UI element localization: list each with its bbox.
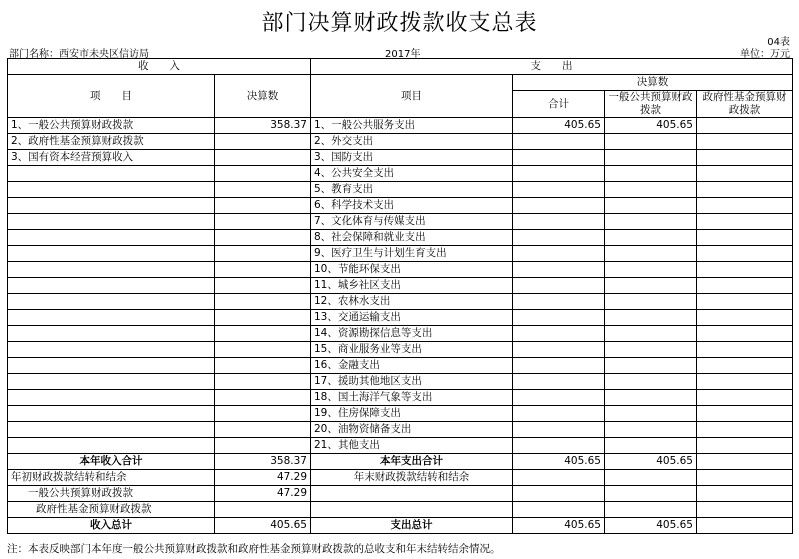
expense-total-cell: [513, 390, 605, 406]
expense-item-cell: 16、金融支出: [311, 358, 513, 374]
carry-out-total: [513, 470, 605, 486]
expense-item-cell: 13、交通运输支出: [311, 310, 513, 326]
expense-item-cell: 8、社会保障和就业支出: [311, 230, 513, 246]
expense-total-cell: [513, 278, 605, 294]
income-amount-cell: [215, 374, 311, 390]
table-row: [8, 358, 793, 374]
expense-item-cell: 19、住房保障支出: [311, 406, 513, 422]
table-row: [8, 406, 793, 422]
expense-header: 支 出: [311, 59, 793, 75]
income-item-cell: [8, 214, 215, 230]
carry-out-label: 年末财政拨款结转和结余: [311, 470, 513, 486]
expense-item-cell: 4、公共安全支出: [311, 166, 513, 182]
unit-label: 单位：万元: [740, 49, 790, 60]
table-row: [8, 294, 793, 310]
expense-general-cell: [605, 294, 697, 310]
income-header: 收 入: [8, 59, 311, 75]
carry-in-general-value: 47.29: [215, 486, 311, 502]
expense-fund-cell: [697, 406, 793, 422]
expense-general-cell: [605, 230, 697, 246]
expense-total-cell: [513, 246, 605, 262]
expense-fund-cell: [697, 422, 793, 438]
income-item-cell: [8, 342, 215, 358]
income-amount-cell: [215, 166, 311, 182]
expense-total-general-value: 405.65: [605, 454, 697, 470]
expense-item-cell: 3、国防支出: [311, 150, 513, 166]
expense-total-cell: [513, 374, 605, 390]
income-amount-cell: [215, 390, 311, 406]
table-row: [8, 262, 793, 278]
grand-expense-value: 405.65: [513, 518, 605, 534]
expense-general-cell: [605, 326, 697, 342]
expense-total-cell: [513, 406, 605, 422]
expense-item-cell: 10、节能环保支出: [311, 262, 513, 278]
expense-general-cell: [605, 310, 697, 326]
expense-total-value: 405.65: [513, 454, 605, 470]
expense-total-cell: 405.65: [513, 118, 605, 134]
expense-total-cell: [513, 422, 605, 438]
expense-general-cell: [605, 246, 697, 262]
income-amount-cell: [215, 134, 311, 150]
department-name: 部门名称：西安市未央区信访局: [9, 49, 149, 60]
table-row: [8, 278, 793, 294]
income-item-cell: [8, 422, 215, 438]
table-row: [8, 438, 793, 454]
expense-total-cell: [513, 294, 605, 310]
expense-total-label: 本年支出合计: [311, 454, 513, 470]
income-amount-cell: [215, 214, 311, 230]
carry-in-fund-label: 政府性基金预算财政拨款: [8, 502, 215, 518]
expense-fund-cell: [697, 278, 793, 294]
expense-item-cell: 6、科学技术支出: [311, 198, 513, 214]
report-year: 2017年: [385, 49, 421, 60]
expense-item-cell: 14、资源勘探信息等支出: [311, 326, 513, 342]
table-row: [8, 246, 793, 262]
expense-fund-cell: [697, 390, 793, 406]
table-row: [8, 390, 793, 406]
expense-fund-cell: [697, 438, 793, 454]
income-amount-cell: [215, 278, 311, 294]
income-amount-cell: [215, 406, 311, 422]
income-amount-cell: [215, 198, 311, 214]
income-item-cell: [8, 406, 215, 422]
form-number: 04表: [767, 37, 790, 48]
summary-row: [8, 470, 793, 486]
income-item-cell: [8, 390, 215, 406]
income-amount-cell: [215, 182, 311, 198]
blank-cell: [513, 486, 605, 502]
expense-fund-cell: [697, 182, 793, 198]
income-item-cell: [8, 294, 215, 310]
expense-item-cell: 18、国土海洋气象等支出: [311, 390, 513, 406]
expense-fund-cell: [697, 198, 793, 214]
expense-general-cell: [605, 390, 697, 406]
income-amount-cell: [215, 326, 311, 342]
expense-general-cell: [605, 342, 697, 358]
income-item-cell: [8, 262, 215, 278]
income-item-cell: [8, 182, 215, 198]
income-item-cell: [8, 230, 215, 246]
blank-cell: [311, 486, 513, 502]
expense-total-cell: [513, 342, 605, 358]
expense-general-cell: [605, 182, 697, 198]
expense-item-cell: 21、其他支出: [311, 438, 513, 454]
income-amount-cell: [215, 230, 311, 246]
income-item-cell: [8, 310, 215, 326]
income-item-header: 项 目: [8, 75, 215, 118]
grand-expense-label: 支出总计: [311, 518, 513, 534]
expense-fund-cell: [697, 358, 793, 374]
carry-in-value: 47.29: [215, 470, 311, 486]
table-row: [8, 150, 793, 166]
income-item-cell: [8, 326, 215, 342]
grand-income-value: 405.65: [215, 518, 311, 534]
expense-item-cell: 7、文化体育与传媒支出: [311, 214, 513, 230]
expense-general-cell: [605, 150, 697, 166]
expense-total-cell: [513, 134, 605, 150]
income-item-cell: [8, 374, 215, 390]
expense-fund-cell: [697, 150, 793, 166]
income-item-cell: [8, 246, 215, 262]
expense-fund-cell: [697, 134, 793, 150]
expense-general-header: 一般公共预算财政拨款: [605, 91, 697, 118]
footnote: 注：本表反映部门本年度一般公共预算财政拨款和政府性基金预算财政拨款的总收支和年末结转结余情况。: [7, 543, 501, 555]
table-row: [8, 230, 793, 246]
income-item-cell: 1、一般公共预算财政拨款: [8, 118, 215, 134]
expense-item-cell: 20、油物资储备支出: [311, 422, 513, 438]
summary-row: [8, 454, 793, 470]
expense-total-cell: [513, 310, 605, 326]
summary-row: [8, 518, 793, 534]
blank-cell: [697, 502, 793, 518]
income-amount-cell: 358.37: [215, 118, 311, 134]
expense-total-cell: [513, 326, 605, 342]
carry-in-general-label: 一般公共预算财政拨款: [8, 486, 215, 502]
blank-cell: [605, 486, 697, 502]
expense-total-cell: [513, 182, 605, 198]
expense-item-cell: 9、医疗卫生与计划生育支出: [311, 246, 513, 262]
income-item-cell: [8, 166, 215, 182]
summary-row: [8, 502, 793, 518]
expense-total-cell: [513, 262, 605, 278]
carry-in-fund-value: [215, 502, 311, 518]
income-item-cell: [8, 278, 215, 294]
grand-income-label: 收入总计: [8, 518, 215, 534]
expense-item-cell: 12、农林水支出: [311, 294, 513, 310]
income-amount-cell: [215, 150, 311, 166]
expense-item-cell: 1、一般公共服务支出: [311, 118, 513, 134]
income-amount-cell: [215, 310, 311, 326]
expense-general-cell: [605, 262, 697, 278]
table-row: [8, 422, 793, 438]
carry-in-label: 年初财政拨款结转和结余: [8, 470, 215, 486]
expense-general-cell: [605, 406, 697, 422]
grand-expense-general-value: 405.65: [605, 518, 697, 534]
expense-general-cell: [605, 214, 697, 230]
table-row: [8, 214, 793, 230]
expense-general-cell: [605, 374, 697, 390]
expense-item-cell: 5、教育支出: [311, 182, 513, 198]
income-amount-cell: [215, 422, 311, 438]
expense-fund-cell: [697, 374, 793, 390]
income-item-cell: [8, 358, 215, 374]
budget-table: [7, 58, 793, 534]
blank-cell: [311, 502, 513, 518]
expense-total-cell: [513, 166, 605, 182]
expense-fund-cell: [697, 230, 793, 246]
income-amount-cell: [215, 294, 311, 310]
expense-fund-cell: [697, 326, 793, 342]
income-amount-header: 决算数: [215, 75, 311, 118]
expense-total-fund-value: [697, 454, 793, 470]
table-row: [8, 182, 793, 198]
expense-general-cell: [605, 422, 697, 438]
expense-general-cell: [605, 166, 697, 182]
table-row: [8, 374, 793, 390]
income-total-value: 358.37: [215, 454, 311, 470]
expense-total-cell: [513, 214, 605, 230]
table-row: [8, 198, 793, 214]
income-total-label: 本年收入合计: [8, 454, 215, 470]
income-item-cell: 2、政府性基金预算财政拨款: [8, 134, 215, 150]
page-title: 部门决算财政拨款收支总表: [261, 11, 538, 36]
blank-cell: [697, 486, 793, 502]
expense-total-cell: [513, 230, 605, 246]
expense-general-cell: [605, 278, 697, 294]
blank-cell: [513, 502, 605, 518]
expense-fund-cell: [697, 118, 793, 134]
income-amount-cell: [215, 342, 311, 358]
expense-total-cell: [513, 198, 605, 214]
expense-total-cell: [513, 438, 605, 454]
expense-fund-cell: [697, 310, 793, 326]
expense-general-cell: 405.65: [605, 118, 697, 134]
table-row: [8, 326, 793, 342]
carry-out-fund: [697, 470, 793, 486]
expense-item-cell: 11、城乡社区支出: [311, 278, 513, 294]
expense-total-cell: [513, 150, 605, 166]
expense-fund-cell: [697, 342, 793, 358]
expense-fund-cell: [697, 214, 793, 230]
table-row: [8, 166, 793, 182]
expense-total-cell: [513, 358, 605, 374]
income-item-cell: 3、国有资本经营预算收入: [8, 150, 215, 166]
expense-total-header: 合计: [513, 91, 605, 118]
table-row: [8, 134, 793, 150]
expense-item-cell: 17、援助其他地区支出: [311, 374, 513, 390]
income-amount-cell: [215, 438, 311, 454]
expense-fund-cell: [697, 166, 793, 182]
expense-item-cell: 15、商业服务业等支出: [311, 342, 513, 358]
table-row: [8, 118, 793, 134]
grand-expense-fund-value: [697, 518, 793, 534]
table-row: [8, 310, 793, 326]
expense-fund-header: 政府性基金预算财政拨款: [697, 91, 793, 118]
income-amount-cell: [215, 262, 311, 278]
expense-fund-cell: [697, 262, 793, 278]
expense-fund-cell: [697, 246, 793, 262]
income-item-cell: [8, 198, 215, 214]
table-row: [8, 342, 793, 358]
income-amount-cell: [215, 358, 311, 374]
blank-cell: [605, 502, 697, 518]
summary-row: [8, 486, 793, 502]
expense-general-cell: [605, 358, 697, 374]
expense-general-cell: [605, 198, 697, 214]
expense-general-cell: [605, 438, 697, 454]
income-item-cell: [8, 438, 215, 454]
carry-out-general: [605, 470, 697, 486]
expense-amount-group-header: 决算数: [513, 75, 793, 91]
expense-item-header: 项目: [311, 75, 513, 118]
expense-item-cell: 2、外交支出: [311, 134, 513, 150]
income-amount-cell: [215, 246, 311, 262]
expense-general-cell: [605, 134, 697, 150]
expense-fund-cell: [697, 294, 793, 310]
